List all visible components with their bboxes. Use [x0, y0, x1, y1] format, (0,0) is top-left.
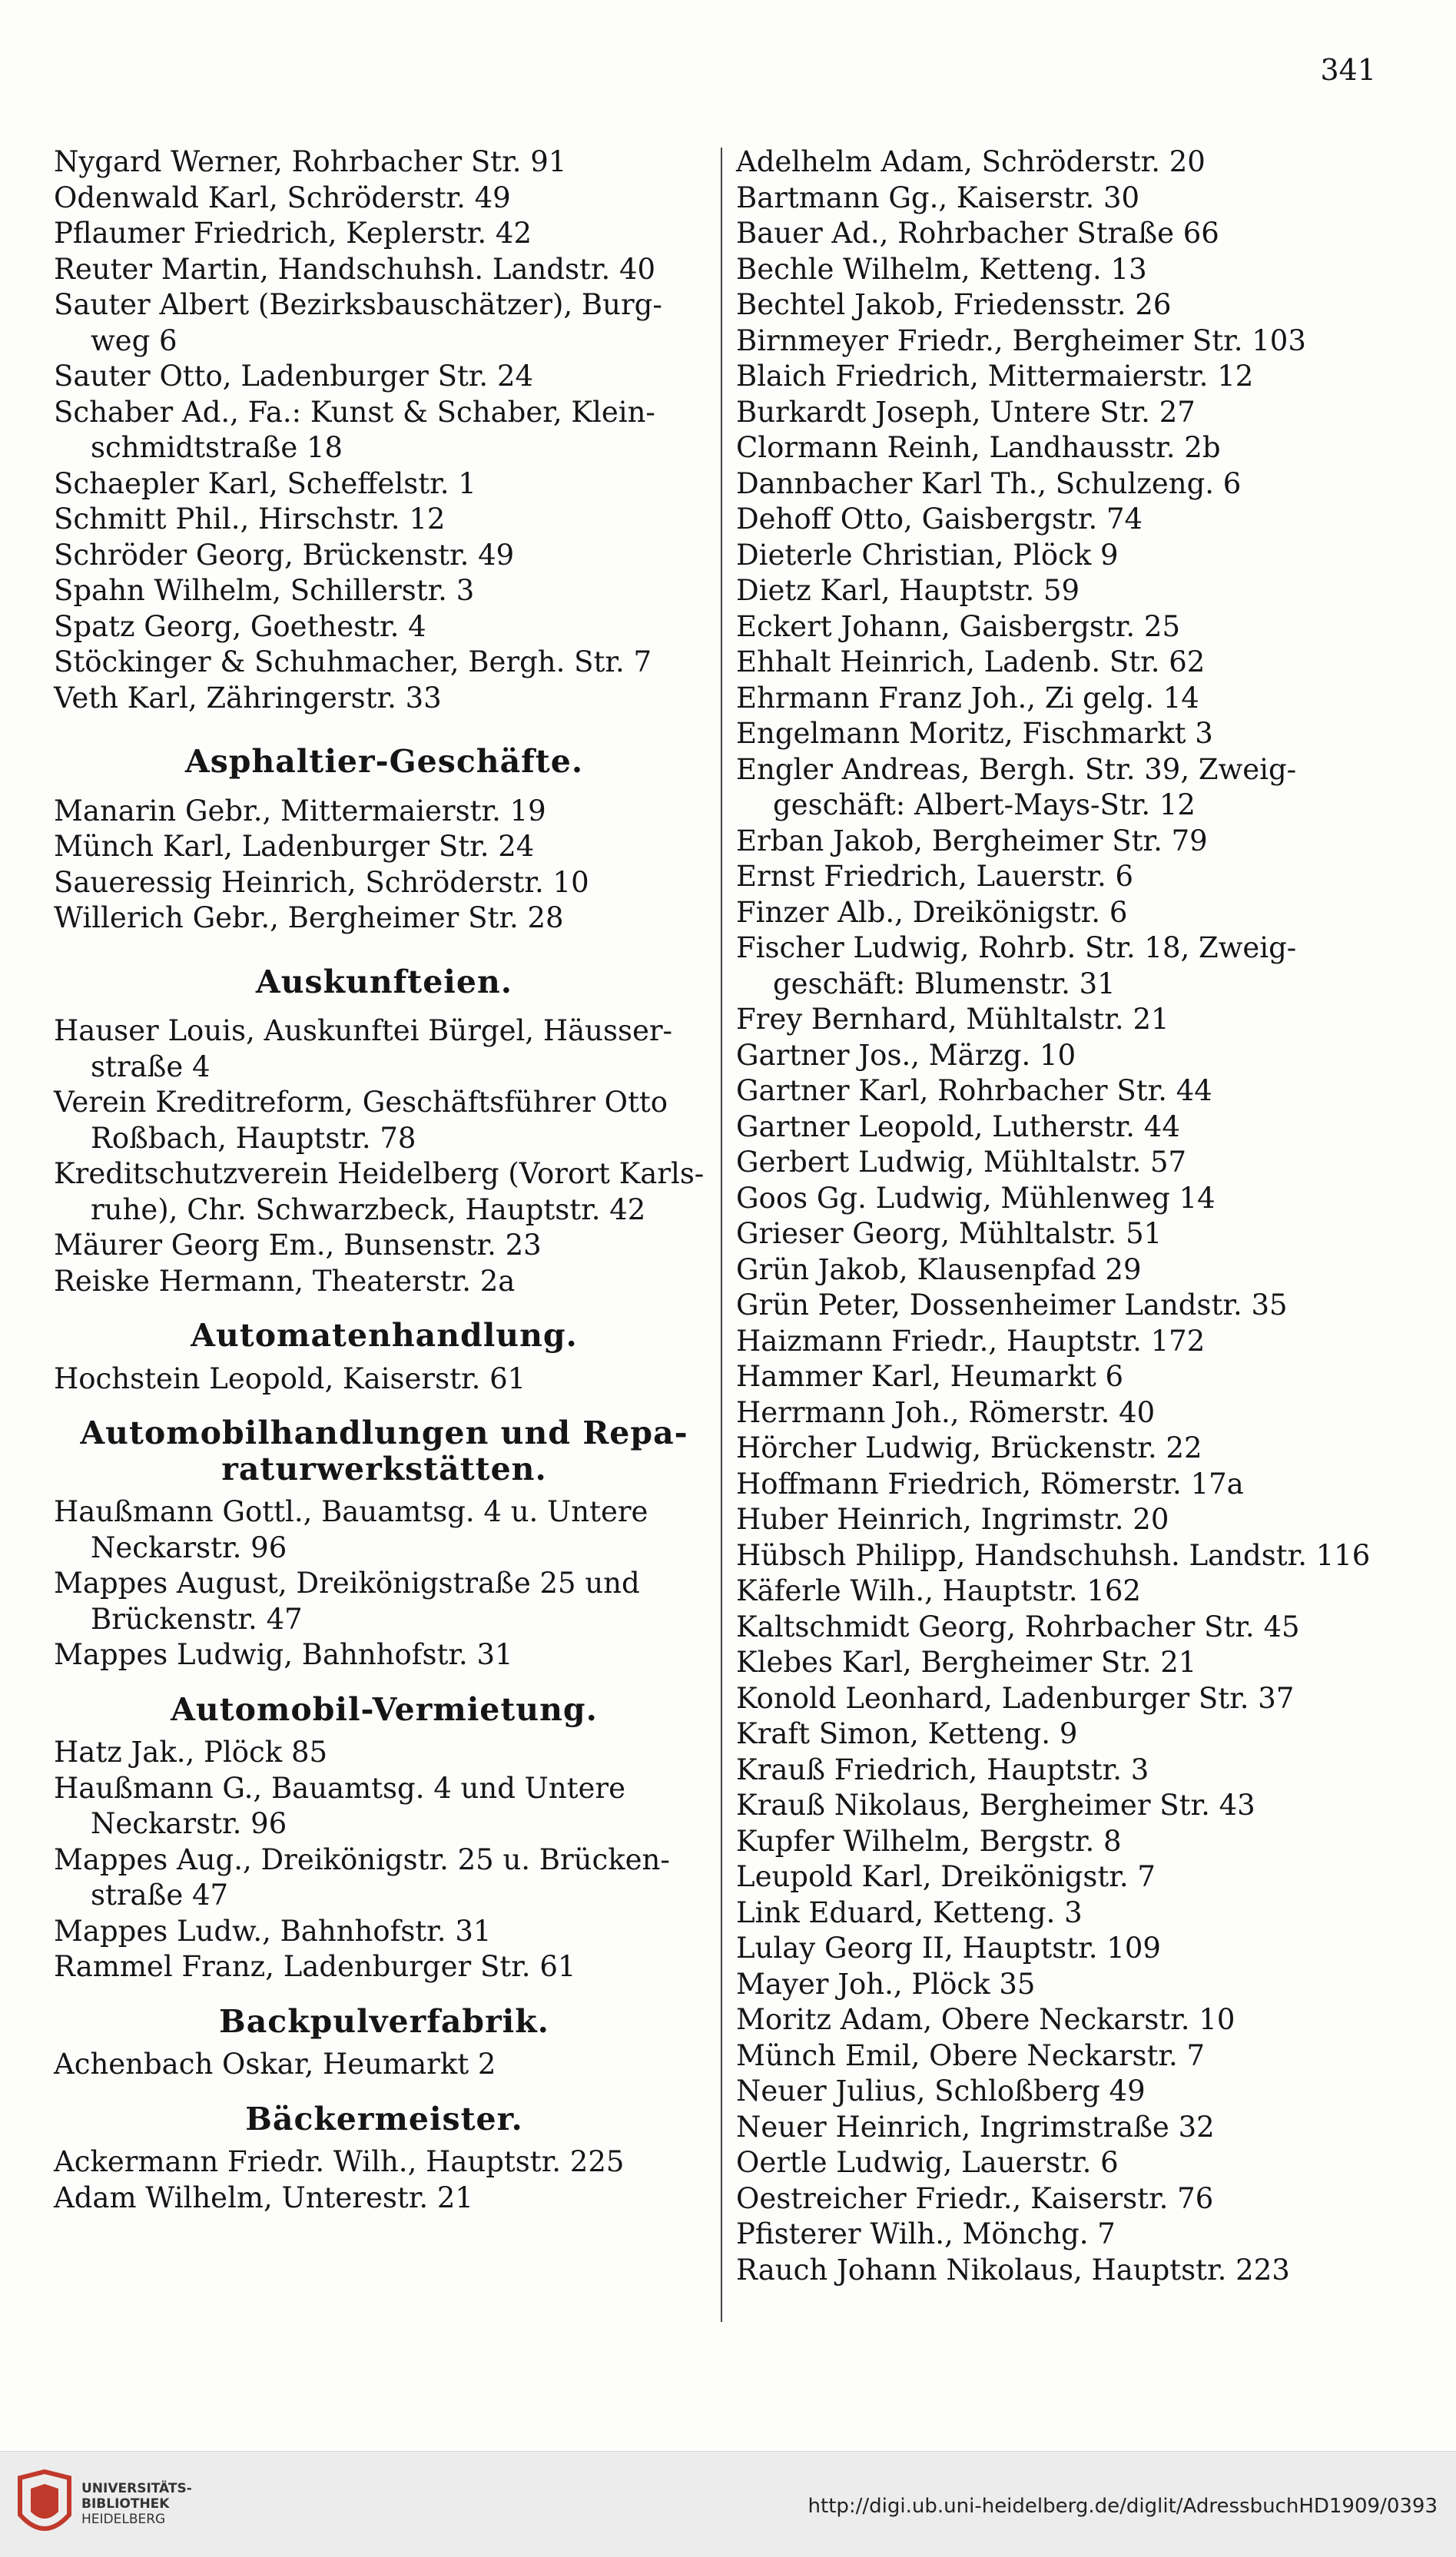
directory-entry: [54, 359, 715, 395]
directory-entry: [736, 1395, 1397, 1431]
directory-entry: [736, 2217, 1397, 2253]
directory-entry: [736, 1681, 1397, 1717]
entry-line: Ernst Friedrich, Lauerstr. 6: [736, 860, 1134, 893]
directory-entry: [736, 1324, 1397, 1360]
directory-entry: [736, 1252, 1397, 1288]
entry-continuation-line: geschäft: Blumenstr. 31: [773, 967, 1116, 1000]
entry-line: Mappes Aug., Dreikönigstr. 25 u. Brücken-: [54, 1842, 670, 1876]
directory-entry: [736, 466, 1397, 502]
footer-bar: [0, 2451, 1456, 2557]
entry-line: Bechle Wilhelm, Ketteng. 13: [736, 252, 1147, 286]
entry-line: Hauser Louis, Auskunftei Bürgel, Häusser-: [54, 1014, 673, 1047]
entry-continuation-line: schmidtstraße 18: [91, 431, 343, 464]
entry-line: Odenwald Karl, Schröderstr. 49: [54, 181, 511, 214]
right-column: [736, 144, 1397, 2288]
directory-entry: [736, 1895, 1397, 1932]
entry-continuation-line: weg 6: [91, 323, 177, 357]
entry-line: Grün Peter, Dossenheimer Landstr. 35: [736, 1288, 1288, 1322]
entry-line: Engelmann Moritz, Fischmarkt 3: [736, 717, 1213, 750]
section-heading: [54, 2101, 715, 2137]
entry-continuation-line: straße 47: [91, 1879, 229, 1912]
entry-line: Nygard Werner, Rohrbacher Str. 91: [54, 145, 567, 178]
entry-line: Sauter Otto, Ladenburger Str. 24: [54, 360, 534, 393]
entry-line: Birnmeyer Friedr., Bergheimer Str. 103: [736, 323, 1306, 357]
directory-entry: [54, 2144, 715, 2181]
directory-entry: [736, 359, 1397, 395]
entry-line: Ehhalt Heinrich, Ladenb. Str. 62: [736, 645, 1206, 678]
directory-entry: [736, 1753, 1397, 1789]
section-heading: [54, 2004, 715, 2040]
entry-line: Klebes Karl, Bergheimer Str. 21: [736, 1646, 1197, 1679]
entry-line: Hörcher Ludwig, Brückenstr. 22: [736, 1431, 1202, 1464]
entry-continuation-line: ruhe), Chr. Schwarzbeck, Hauptstr. 42: [91, 1192, 646, 1226]
directory-entry: [736, 824, 1397, 860]
entry-line: Kupfer Wilhelm, Bergstr. 8: [736, 1824, 1122, 1858]
directory-entry: [54, 538, 715, 574]
entry-line: Reiske Hermann, Theaterstr. 2a: [54, 1264, 516, 1298]
directory-entry: [54, 1949, 715, 1985]
section-heading: [54, 1318, 715, 1354]
entry-line: Krauß Nikolaus, Bergheimer Str. 43: [736, 1789, 1255, 1822]
directory-entry: [736, 609, 1397, 645]
directory-entry: [54, 144, 715, 181]
directory-entry: [736, 645, 1397, 681]
directory-entry: [736, 2145, 1397, 2181]
directory-entry: [736, 2253, 1397, 2289]
directory-entry: [736, 752, 1397, 824]
entry-line: Neuer Julius, Schloßberg 49: [736, 2074, 1146, 2108]
entry-line: Engler Andreas, Bergh. Str. 39, Zweig-: [736, 752, 1297, 786]
entry-line: Fischer Ludwig, Rohrb. Str. 18, Zweig-: [736, 931, 1297, 964]
directory-entry: [736, 2038, 1397, 2074]
directory-entry: [54, 1637, 715, 1673]
directory-entry: [736, 1073, 1397, 1109]
entry-line: Bauer Ad., Rohrbacher Straße 66: [736, 217, 1219, 250]
directory-entry: [736, 859, 1397, 895]
entry-line: Bartmann Gg., Kaiserstr. 30: [736, 181, 1140, 214]
entry-line: Sauter Albert (Bezirksbauschätzer), Burg-: [54, 288, 662, 321]
directory-entry: [736, 144, 1397, 181]
entry-line: Gartner Karl, Rohrbacher Str. 44: [736, 1074, 1212, 1107]
directory-entry: [736, 1109, 1397, 1146]
entry-line: Käferle Wilh., Hauptstr. 162: [736, 1574, 1141, 1607]
entry-line: Kraft Simon, Ketteng. 9: [736, 1717, 1078, 1750]
directory-entry: [736, 502, 1397, 538]
entry-line: Hübsch Philipp, Handschuhsh. Landstr. 116: [736, 1538, 1371, 1572]
directory-entry: [736, 1931, 1397, 1967]
directory-entry: [736, 216, 1397, 252]
section-heading: [54, 744, 715, 780]
logo-line: BIBLIOTHEK: [81, 2496, 170, 2512]
entry-line: Finzer Alb., Dreikönigstr. 6: [736, 895, 1128, 929]
section-heading-line: Backpulverfabrik.: [219, 2002, 549, 2040]
directory-entry: [54, 466, 715, 502]
directory-entry: [54, 395, 715, 466]
entry-line: Konold Leonhard, Ladenburger Str. 37: [736, 1681, 1295, 1715]
page-number: 341: [1320, 53, 1376, 87]
entry-line: Adelhelm Adam, Schröderstr. 20: [736, 145, 1206, 178]
entry-line: Neuer Heinrich, Ingrimstraße 32: [736, 2110, 1215, 2144]
entry-line: Erban Jakob, Bergheimer Str. 79: [736, 824, 1208, 857]
section-heading-line: Automobil-Vermietung.: [171, 1690, 598, 1728]
directory-entry: [736, 1002, 1397, 1038]
entry-line: Ackermann Friedr. Wilh., Hauptstr. 225: [54, 2145, 625, 2178]
entry-line: Adam Wilhelm, Unterestr. 21: [54, 2181, 473, 2214]
directory-entry: [54, 1842, 715, 1914]
section-heading-line: Automobilhandlungen und Repa-: [80, 1414, 688, 1451]
library-logo-text: [81, 2481, 192, 2527]
directory-entry: [736, 1788, 1397, 1824]
entry-line: Frey Bernhard, Mühltalstr. 21: [736, 1003, 1169, 1036]
entry-line: Herrmann Joh., Römerstr. 40: [736, 1395, 1156, 1429]
section-heading-line: Bäckermeister.: [245, 2100, 523, 2137]
directory-entry: [736, 1359, 1397, 1395]
directory-entry: [736, 1038, 1397, 1074]
directory-entry: [736, 1181, 1397, 1217]
entry-line: Lulay Georg II, Hauptstr. 109: [736, 1932, 1161, 1965]
entry-line: Hochstein Leopold, Kaiserstr. 61: [54, 1361, 526, 1395]
entry-line: Mappes Ludw., Bahnhofstr. 31: [54, 1914, 492, 1948]
directory-entry: [736, 1216, 1397, 1252]
directory-entry: [736, 2181, 1397, 2217]
directory-entry: [736, 1502, 1397, 1538]
entry-continuation-line: straße 4: [91, 1050, 211, 1083]
entry-line: Clormann Reinh, Landhausstr. 2b: [736, 431, 1221, 464]
directory-entry: [736, 1145, 1397, 1181]
directory-entry: [54, 865, 715, 901]
directory-entry: [54, 2047, 715, 2083]
entry-line: Stöckinger & Schuhmacher, Bergh. Str. 7: [54, 645, 652, 678]
entry-line: Veth Karl, Zähringerstr. 33: [54, 681, 442, 715]
entry-line: Oestreicher Friedr., Kaiserstr. 76: [736, 2181, 1214, 2215]
entry-line: Hammer Karl, Heumarkt 6: [736, 1360, 1123, 1393]
entry-line: Mappes August, Dreikönigstraße 25 und: [54, 1567, 640, 1600]
entry-line: Mayer Joh., Plöck 35: [736, 1967, 1036, 2001]
directory-entry: [54, 2181, 715, 2217]
entry-line: Reuter Martin, Handschuhsh. Landstr. 40: [54, 252, 656, 286]
directory-entry: [54, 1361, 715, 1398]
directory-entry: [736, 1538, 1397, 1574]
directory-entry: [54, 287, 715, 359]
section-heading-line: Asphaltier-Geschäfte.: [184, 743, 584, 780]
entry-line: Haizmann Friedr., Hauptstr. 172: [736, 1324, 1206, 1358]
directory-entry: [736, 716, 1397, 752]
entry-line: Mäurer Georg Em., Bunsenstr. 23: [54, 1229, 542, 1262]
column-divider: [721, 148, 722, 2322]
directory-entry: [736, 1610, 1397, 1646]
entry-line: Blaich Friedrich, Mittermaierstr. 12: [736, 360, 1254, 393]
source-url-link[interactable]: http://digi.ub.uni-heidelberg.de/diglit/AdressbuchHD1909/0393: [808, 2495, 1438, 2518]
entry-line: Schaepler Karl, Scheffelstr. 1: [54, 466, 476, 500]
directory-entry: [736, 573, 1397, 609]
directory-entry: [736, 930, 1397, 1002]
directory-entry: [54, 573, 715, 609]
entry-line: Spatz Georg, Goethestr. 4: [54, 609, 426, 643]
directory-entry: [54, 181, 715, 217]
entry-line: Kreditschutzverein Heidelberg (Vorort Karls-: [54, 1157, 705, 1190]
entry-line: Schmitt Phil., Hirschstr. 12: [54, 502, 446, 536]
directory-entry: [54, 900, 715, 937]
entry-continuation-line: Roßbach, Hauptstr. 78: [91, 1121, 416, 1155]
entry-line: Ehrmann Franz Joh., Zi gelg. 14: [736, 681, 1199, 715]
directory-entry: [54, 1013, 715, 1085]
directory-entry: [736, 323, 1397, 360]
directory-entry: [54, 1914, 715, 1950]
directory-entry: [54, 216, 715, 252]
entry-line: Dannbacher Karl Th., Schulzeng. 6: [736, 466, 1242, 500]
directory-entry: [736, 1967, 1397, 2003]
directory-entry: [736, 681, 1397, 717]
entry-line: Gerbert Ludwig, Mühltalstr. 57: [736, 1146, 1187, 1179]
entry-line: Burkardt Joseph, Untere Str. 27: [736, 395, 1196, 429]
directory-entry: [736, 2110, 1397, 2146]
directory-entry: [54, 1494, 715, 1566]
entry-continuation-line: geschäft: Albert-Mays-Str. 12: [773, 788, 1196, 821]
entry-line: Moritz Adam, Obere Neckarstr. 10: [736, 2003, 1235, 2036]
section-heading-line: Automatenhandlung.: [191, 1317, 578, 1354]
directory-entry: [736, 1859, 1397, 1895]
entry-line: Oertle Ludwig, Lauerstr. 6: [736, 2146, 1119, 2179]
directory-entry: [54, 502, 715, 538]
entry-line: Schaber Ad., Fa.: Kunst & Schaber, Klein-: [54, 395, 655, 429]
directory-entry: [736, 1288, 1397, 1324]
entry-line: Grieser Georg, Mühltalstr. 51: [736, 1217, 1162, 1250]
book-seal-icon: [14, 2469, 75, 2542]
directory-entry: [736, 2002, 1397, 2038]
entry-line: Saueressig Heinrich, Schröderstr. 10: [54, 865, 589, 899]
entry-line: Spahn Wilhelm, Schillerstr. 3: [54, 574, 475, 607]
directory-entry: [54, 1228, 715, 1264]
entry-line: Münch Emil, Obere Neckarstr. 7: [736, 2038, 1206, 2072]
directory-entry: [54, 609, 715, 645]
entry-line: Manarin Gebr., Mittermaierstr. 19: [54, 794, 546, 827]
entry-line: Schröder Georg, Brückenstr. 49: [54, 538, 515, 572]
directory-entry: [736, 1716, 1397, 1753]
directory-entry: [736, 1824, 1397, 1860]
directory-entry: [736, 252, 1397, 288]
directory-entry: [54, 1771, 715, 1842]
entry-line: Huber Heinrich, Ingrimstr. 20: [736, 1503, 1169, 1536]
entry-line: Haußmann Gottl., Bauamtsg. 4 u. Untere: [54, 1495, 648, 1528]
entry-line: Bechtel Jakob, Friedensstr. 26: [736, 288, 1172, 321]
entry-line: Dehoff Otto, Gaisbergstr. 74: [736, 502, 1143, 536]
entry-line: Leupold Karl, Dreikönigstr. 7: [736, 1860, 1156, 1893]
directory-entry: [54, 252, 715, 288]
entry-line: Münch Karl, Ladenburger Str. 24: [54, 830, 535, 863]
directory-entry: [736, 430, 1397, 466]
entry-line: Gartner Leopold, Lutherstr. 44: [736, 1109, 1180, 1143]
directory-entry: [736, 538, 1397, 574]
directory-entry: [736, 2074, 1397, 2110]
entry-line: Gartner Jos., Märzg. 10: [736, 1038, 1076, 1072]
entry-line: Grün Jakob, Klausenpfad 29: [736, 1252, 1142, 1286]
entry-line: Eckert Johann, Gaisbergstr. 25: [736, 609, 1181, 643]
directory-entry: [736, 1645, 1397, 1681]
entry-line: Rammel Franz, Ladenburger Str. 61: [54, 1950, 576, 1983]
logo-line: HEIDELBERG: [81, 2512, 166, 2527]
directory-entry: [54, 681, 715, 717]
section-heading: [54, 1415, 715, 1487]
directory-entry: [54, 1264, 715, 1300]
entry-line: Kaltschmidt Georg, Rohrbacher Str. 45: [736, 1610, 1300, 1643]
entry-line: Achenbach Oskar, Heumarkt 2: [54, 2048, 496, 2081]
logo-line: UNIVERSITÄTS-: [81, 2481, 192, 2496]
directory-entry: [736, 287, 1397, 323]
entry-line: Hatz Jak., Plöck 85: [54, 1736, 328, 1769]
directory-entry: [54, 1085, 715, 1156]
left-column: [54, 144, 715, 2216]
entry-continuation-line: Neckarstr. 96: [91, 1807, 287, 1840]
entry-line: Rauch Johann Nikolaus, Hauptstr. 223: [736, 2253, 1290, 2287]
entry-line: Pflaumer Friedrich, Keplerstr. 42: [54, 217, 532, 250]
entry-line: Verein Kreditreform, Geschäftsführer Otto: [54, 1086, 668, 1119]
directory-entry: [736, 1574, 1397, 1610]
entry-continuation-line: Brückenstr. 47: [91, 1602, 303, 1636]
directory-entry: [736, 1431, 1397, 1467]
directory-entry: [736, 895, 1397, 931]
directory-entry: [54, 1566, 715, 1637]
entry-line: Dieterle Christian, Plöck 9: [736, 538, 1119, 572]
directory-entry: [54, 1156, 715, 1228]
section-heading-line: Auskunfteien.: [255, 963, 513, 1000]
entry-line: Pfisterer Wilh., Mönchg. 7: [736, 2217, 1116, 2250]
directory-entry: [54, 645, 715, 681]
section-heading: [54, 1692, 715, 1728]
entry-line: Hoffmann Friedrich, Römerstr. 17a: [736, 1467, 1244, 1501]
directory-entry: [54, 1735, 715, 1771]
directory-entry: [54, 829, 715, 865]
entry-line: Goos Gg. Ludwig, Mühlenweg 14: [736, 1181, 1216, 1215]
directory-entry: [736, 395, 1397, 431]
entry-line: Dietz Karl, Hauptstr. 59: [736, 574, 1080, 607]
directory-entry: [736, 181, 1397, 217]
section-heading: [54, 964, 715, 1000]
entry-line: Mappes Ludwig, Bahnhofstr. 31: [54, 1638, 513, 1671]
entry-line: Krauß Friedrich, Hauptstr. 3: [736, 1753, 1149, 1786]
entry-line: Haußmann G., Bauamtsg. 4 und Untere: [54, 1771, 626, 1805]
entry-line: Link Eduard, Ketteng. 3: [736, 1895, 1083, 1929]
directory-entry: [736, 1467, 1397, 1503]
section-heading-line: raturwerkstätten.: [221, 1450, 547, 1487]
entry-line: Willerich Gebr., Bergheimer Str. 28: [54, 901, 564, 934]
entry-continuation-line: Neckarstr. 96: [91, 1531, 287, 1564]
directory-entry: [54, 794, 715, 830]
